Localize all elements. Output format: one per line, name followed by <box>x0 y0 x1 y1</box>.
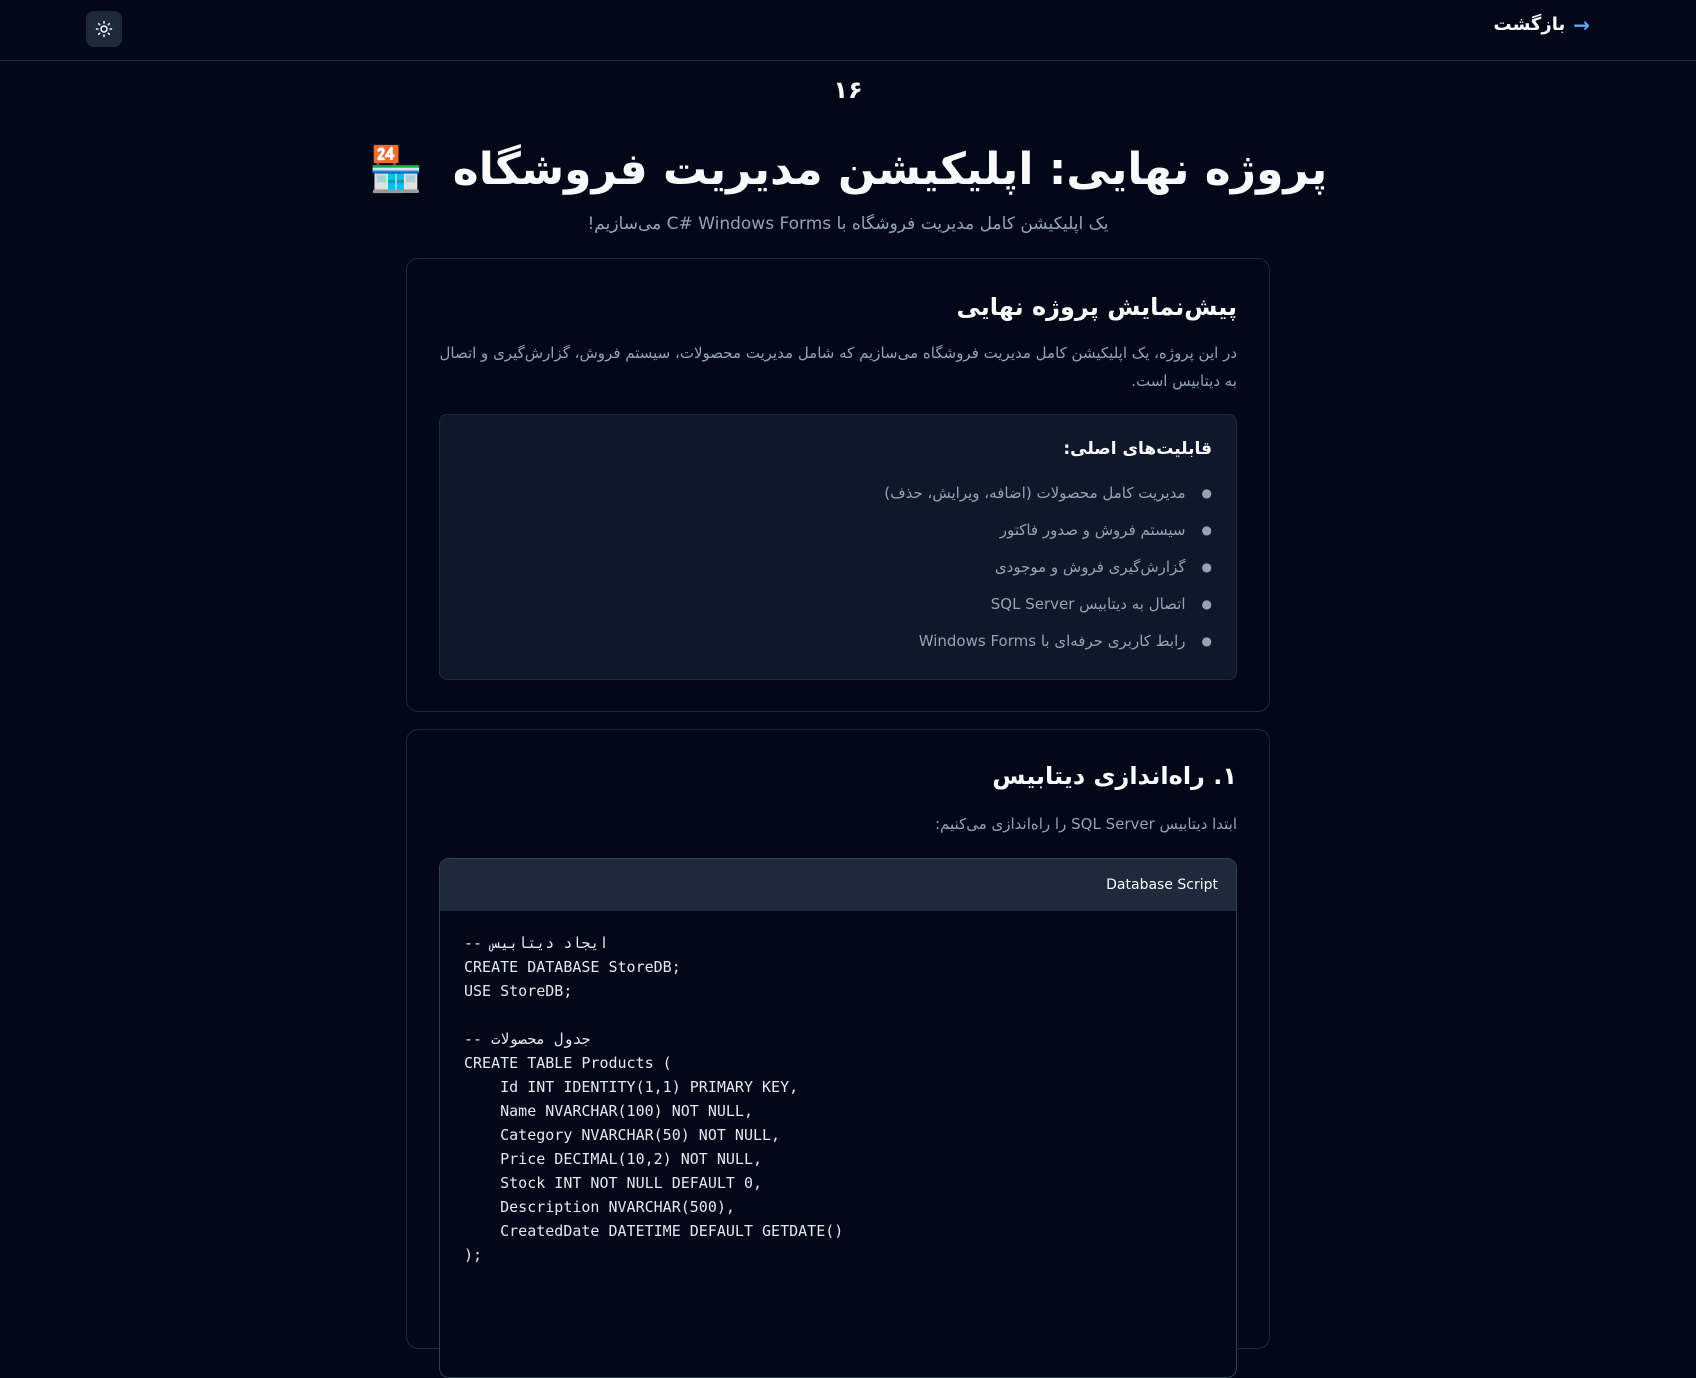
feature-text: مدیریت کامل محصولات (اضافه، ویرایش، حذف) <box>884 484 1186 502</box>
arrow-right-icon: → <box>1573 12 1590 37</box>
features-box <box>439 414 1237 680</box>
theme-toggle-button[interactable] <box>86 11 122 47</box>
list-item <box>884 516 1212 553</box>
code-content[interactable]: -- ایجاد دیتابیس CREATE DATABASE StoreDB; USE StoreDB; -- جدول محصولات CREATE TABLE Products ( Id INT IDENTITY(1,1) PRIMARY KEY, Name NVARCHAR(100) NOT NULL, Category NVARCHAR(50) NOT NULL, Price DECIMAL(10,2) NOT NULL, Stock INT NOT NULL DEFAULT 0, Description NVARCHAR(500), CreatedDate DATETIME DEFAULT GETDATE() ); <box>464 934 844 1264</box>
bullet-icon: ● <box>1201 523 1212 537</box>
preview-card <box>406 258 1270 712</box>
database-description: ابتدا دیتابیس SQL Server را راه‌اندازی می‌کنیم: <box>934 815 1237 833</box>
page-subtitle: یک اپلیکیشن کامل مدیریت فروشگاه با C# Windows Forms می‌سازیم! <box>587 214 1109 234</box>
lesson-number: ۱۶ <box>833 76 863 104</box>
store-icon: 🏪 <box>368 144 424 195</box>
feature-text: اتصال به دیتابیس SQL Server <box>990 595 1186 613</box>
top-navigation-bar <box>0 0 1696 61</box>
bullet-icon: ● <box>1201 597 1212 611</box>
list-item <box>884 590 1212 627</box>
bullet-icon: ● <box>1201 486 1212 500</box>
code-block <box>439 858 1237 1378</box>
feature-text: گزارش‌گیری فروش و موجودی <box>994 558 1186 576</box>
features-list <box>884 479 1212 664</box>
code-header <box>440 859 1236 911</box>
bullet-icon: ● <box>1201 560 1212 574</box>
database-heading: ۱. راه‌اندازی دیتابیس <box>992 762 1237 790</box>
feature-text: رابط کاربری حرفه‌ای با Windows Forms <box>918 632 1186 650</box>
list-item <box>884 479 1212 516</box>
feature-text: سیستم فروش و صدور فاکتور <box>999 521 1186 539</box>
back-link-label: بازگشت <box>1493 14 1566 35</box>
bullet-icon: ● <box>1201 634 1212 648</box>
page-title <box>0 140 1696 200</box>
preview-description: در این پروژه، یک اپلیکیشن کامل مدیریت فروشگاه می‌سازیم که شامل مدیریت محصولات، سیستم فروش، گزارش‌گیری و اتصال به دیتابیس است. <box>439 344 1237 390</box>
code-title: Database Script <box>1106 877 1218 893</box>
preview-heading: پیش‌نمایش پروژه نهایی <box>956 293 1237 321</box>
list-item <box>884 553 1212 590</box>
features-heading: قابلیت‌های اصلی: <box>1063 439 1212 459</box>
database-card <box>406 729 1270 1349</box>
list-item <box>884 627 1212 664</box>
sun-icon <box>95 20 113 38</box>
back-link[interactable] <box>1494 14 1590 35</box>
page-title-text: پروژه نهایی: اپلیکیشن مدیریت فروشگاه <box>452 144 1328 195</box>
